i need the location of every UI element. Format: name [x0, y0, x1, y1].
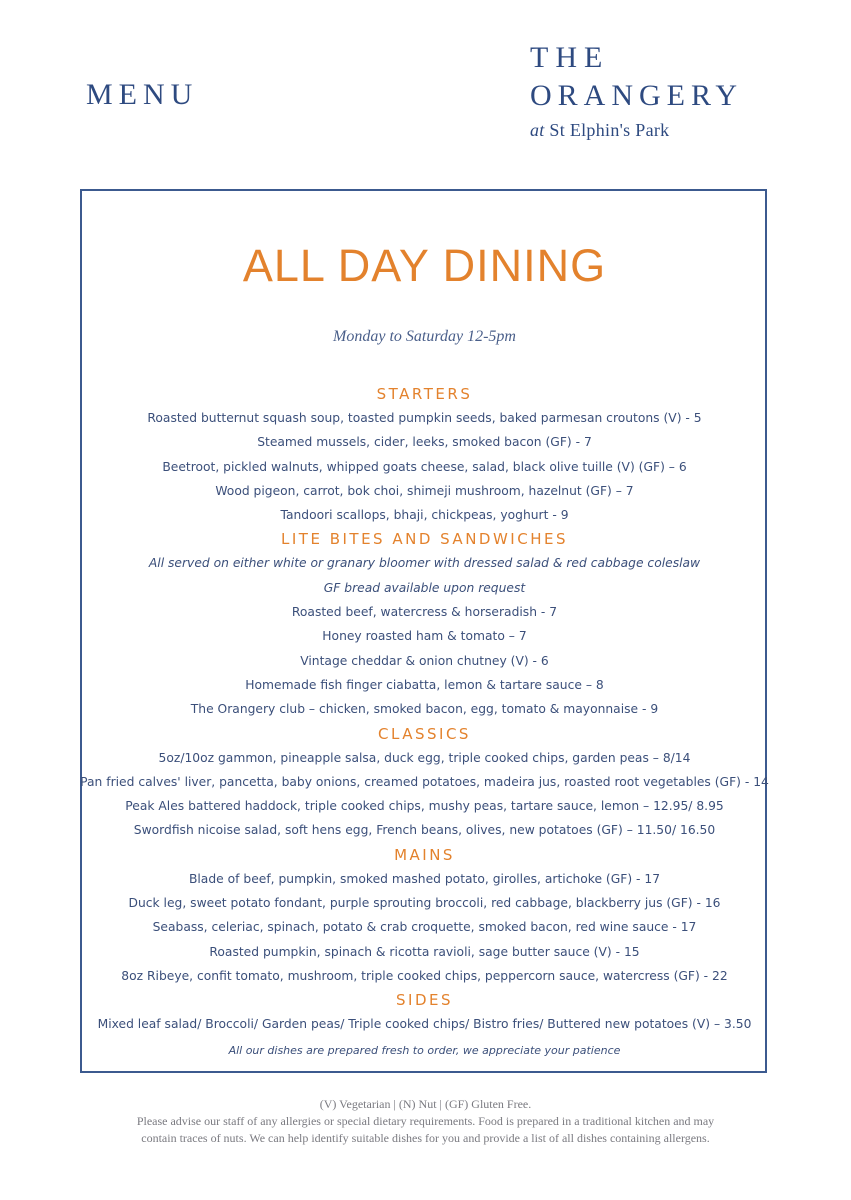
brand-logo	[530, 40, 743, 141]
menu-section	[80, 988, 769, 1036]
menu-item: Honey roasted ham & tomato – 7	[322, 629, 527, 644]
serving-hours: Monday to Saturday 12-5pm	[333, 328, 516, 345]
brand-at: at	[530, 120, 545, 140]
menu-item: Vintage cheddar & onion chutney (V) - 6	[300, 653, 549, 668]
brand-location-name: St Elphin's Park	[549, 120, 670, 140]
menu-item: Homemade fish finger ciabatta, lemon & tartare sauce – 8	[245, 677, 604, 692]
menu-item: Seabass, celeriac, spinach, potato & crab croquette, smoked bacon, red wine sauce - 17	[152, 920, 697, 935]
menu-item: 8oz Ribeye, confit tomato, mushroom, triple cooked chips, peppercorn sauce, watercress (GF) - 22	[121, 968, 728, 983]
menu-item: Swordfish nicoise salad, soft hens egg, French beans, olives, new potatoes (GF) – 11.50/ 16.50	[133, 823, 716, 838]
section-note: GF bread available upon request	[323, 580, 526, 595]
menu-section	[80, 527, 769, 721]
menu-heading: MENU	[86, 78, 199, 111]
closing-note: All our dishes are prepared fresh to order, we appreciate your patience	[228, 1044, 621, 1057]
menu-section	[80, 843, 769, 988]
section-title: LITE BITES AND SANDWICHES	[281, 530, 568, 549]
menu-item: Roasted beef, watercress & horseradish - 7	[291, 605, 558, 620]
menu-item: The Orangery club – chicken, smoked bacon, egg, tomato & mayonnaise - 9	[190, 702, 659, 717]
section-title: SIDES	[396, 991, 453, 1010]
menu-item: Blade of beef, pumpkin, smoked mashed potato, girolles, artichoke (GF) - 17	[188, 871, 661, 886]
menu-item: Peak Ales battered haddock, triple cooked chips, mushy peas, tartare sauce, lemon – 12.95/ 8.95	[125, 799, 724, 814]
menu-item: Wood pigeon, carrot, bok choi, shimeji mushroom, hazelnut (GF) – 7	[215, 483, 634, 498]
allergy-notice-line-1: Please advise our staff of any allergies or special dietary requirements. Food is prepared in a traditional kitchen and may	[136, 1114, 715, 1128]
dietary-legend: (V) Vegetarian | (N) Nut | (GF) Gluten Free.	[319, 1097, 532, 1111]
menu-section	[80, 722, 769, 843]
menu-item: Pan fried calves' liver, pancetta, baby onions, creamed potatoes, madeira jus, roasted root vegetables (GF) - 14	[80, 774, 769, 789]
section-title: STARTERS	[376, 385, 473, 403]
brand-location	[530, 120, 743, 141]
menu-item: 5oz/10oz gammon, pineapple salsa, duck egg, triple cooked chips, garden peas – 8/14	[158, 750, 691, 765]
brand-line-the: THE	[530, 41, 610, 74]
menu-item: Roasted butternut squash soup, toasted pumpkin seeds, baked parmesan croutons (V) - 5	[147, 411, 702, 425]
footer	[60, 1096, 791, 1147]
section-title: CLASSICS	[378, 724, 471, 743]
menu-item: Mixed leaf salad/ Broccoli/ Garden peas/ Triple cooked chips/ Bistro fries/ Buttered new potatoes (V) – 3.50	[97, 1017, 752, 1032]
menu-body	[80, 382, 769, 1037]
allergy-notice-line-2: contain traces of nuts. We can help identify suitable dishes for you and provide a list of all dishes containing allergens.	[141, 1131, 710, 1145]
menu-item: Tandoori scallops, bhaji, chickpeas, yoghurt - 9	[280, 508, 569, 523]
menu-item: Beetroot, pickled walnuts, whipped goats cheese, salad, black olive tuille (V) (GF) – 6	[162, 459, 687, 474]
section-title: MAINS	[394, 845, 455, 864]
menu-item: Steamed mussels, cider, leeks, smoked bacon (GF) - 7	[257, 435, 592, 450]
menu-item: Roasted pumpkin, spinach & ricotta ravioli, sage butter sauce (V) - 15	[209, 944, 640, 959]
menu-section	[80, 382, 769, 527]
page-title: ALL DAY DINING	[242, 240, 607, 291]
menu-item: Duck leg, sweet potato fondant, purple sprouting broccoli, red cabbage, blackberry jus (GF) - 16	[128, 896, 721, 911]
brand-line-orangery: ORANGERY	[530, 79, 744, 112]
section-note: All served on either white or granary bloomer with dressed salad & red cabbage coleslaw	[148, 556, 701, 571]
